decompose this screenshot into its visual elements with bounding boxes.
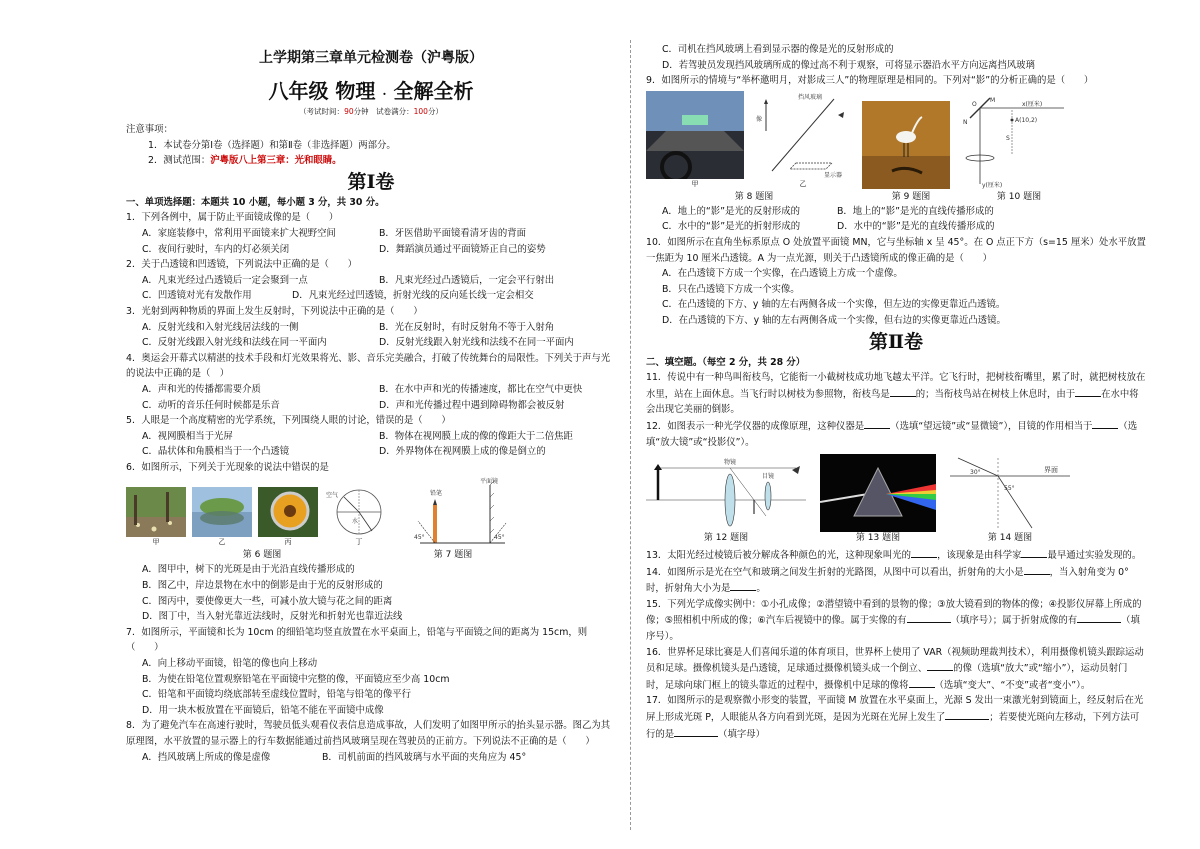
egret-reflection-photo bbox=[862, 101, 950, 189]
q2-options-row1 bbox=[126, 273, 616, 289]
score-value: 100 bbox=[413, 107, 428, 116]
q11-text-2: 的；当衔枝鸟站在树枝上休息时，由于 bbox=[915, 388, 1076, 400]
q2-options-row2 bbox=[126, 288, 616, 304]
part1-heading: 第Ⅰ卷 bbox=[347, 170, 395, 193]
fig12-caption: 第 12 题图 bbox=[703, 533, 749, 544]
q4-option-b: B．在水中声和光的传播速度，都比在空气中更快 bbox=[379, 383, 583, 395]
fig10-n-label: N bbox=[963, 118, 968, 126]
question-3: 3．光射到两种物质的界面上发生反射时，下列说法中正确的是（ ） bbox=[126, 305, 423, 317]
q6-option-c: C．图丙中，要使像更大一些，可减小放大镜与花之间的距离 bbox=[142, 595, 393, 607]
time-unit: 分钟 试卷满分： bbox=[353, 107, 414, 116]
q12-blank-2[interactable] bbox=[1092, 418, 1118, 429]
q11-text-1: 11．传说中有一种鸟叫衔枝鸟，它能衔一小截树枝成功地飞越太平洋。它飞行时，把树枝衔嘴里，累了时，就把树枝放在水里，站在上面休息。当飞行时以树枝为参照物，衔枝鸟是 bbox=[646, 372, 1146, 400]
part2-heading: 第Ⅱ卷 bbox=[868, 330, 923, 353]
q2-option-c: C．凹透镜对光有发散作用 bbox=[142, 290, 252, 302]
q16-text-3: （选填“变大”、“不变”或者“变小”）。 bbox=[934, 679, 1091, 691]
q15-blank-1[interactable] bbox=[907, 612, 951, 623]
fig9-caption: 第 9 题图 bbox=[891, 191, 931, 202]
q15-text-2: （填序号）；属于折射成像的有 bbox=[950, 615, 1078, 627]
question-16 bbox=[646, 645, 1146, 694]
figure-13 bbox=[820, 454, 936, 545]
fig14-angle-1: 30° bbox=[970, 469, 981, 477]
q17-text-1: 17．如图所示的是观察微小形变的装置，平面镜 M 放置在水平桌面上，光源 S 发出一束激光射到镜面上，经反射后在光屏上形成光斑 P，人眼能从各方向看到光斑，是因为光斑在光屏上发生了 bbox=[646, 695, 1144, 724]
q9-options-row1 bbox=[646, 204, 1146, 220]
q10-option-a: A．在凸透镜下方成一个实像，在凸透镜上方成一个虚像。 bbox=[662, 268, 903, 280]
question-8: 8．为了避免汽车在高速行驶时，驾驶员低头观看仪表信息造成事故，人们发明了如图甲所示的抬头显示器。图乙为其原理图，水平放置的显示器上的行车数据能通过前挡风玻璃呈现在驾驶员的正前方。下列说法不正确的是（ ） bbox=[126, 720, 611, 747]
fig8-windshield-label: 挡风玻璃 bbox=[798, 93, 823, 101]
column-divider bbox=[630, 40, 631, 830]
prism-dispersion-photo bbox=[820, 454, 936, 532]
fig6-label-bing: 丙 bbox=[284, 538, 292, 547]
q15-blank-2[interactable] bbox=[1077, 612, 1121, 623]
q3-option-d: D．反射光线跟入射光线和法线不在同一平面内 bbox=[379, 337, 574, 349]
q2-option-a: A．凡束光经过凸透镜后一定会聚到一点 bbox=[142, 274, 308, 286]
q1-options-row2 bbox=[126, 242, 616, 258]
time-label: （考试时间： bbox=[299, 107, 345, 116]
q10-option-c: C．在凸透镜的下方、y 轴的左右两侧各成一个实像，但左边的实像更靠近凸透镜。 bbox=[662, 299, 1006, 311]
q4-options-row1 bbox=[126, 382, 616, 398]
refraction-interface-diagram bbox=[950, 454, 1070, 532]
fig14-angle-2: 55° bbox=[1004, 485, 1015, 493]
q8-option-c: C．司机在挡风玻璃上看到显示器的像是光的反射形成的 bbox=[662, 44, 894, 55]
q8-option-d: D．若驾驶员发现挡风玻璃所成的像过高不利于观察，可将显示器沿水平方向远离挡风玻璃 bbox=[662, 59, 1035, 71]
magnifier-flower-photo bbox=[258, 487, 318, 537]
question-6: 6．如图所示，下列关于光现象的说法中错误的是 bbox=[126, 461, 329, 473]
subject-label: 物理 bbox=[335, 79, 376, 103]
note-2-scope: 沪粤版八上第三章：光和眼睛。 bbox=[210, 155, 342, 167]
q1-option-c: C．夜间行驶时，车内的灯必须关闭 bbox=[142, 243, 290, 255]
pencil-mirror-diagram bbox=[410, 477, 510, 547]
question-13 bbox=[646, 547, 1146, 564]
q11-blank-1[interactable] bbox=[890, 386, 916, 397]
score-unit: 分） bbox=[427, 107, 443, 116]
q5-option-d: D．外界物体在视网膜上成的像是倒立的 bbox=[379, 446, 546, 458]
fig10-s-label: S bbox=[1006, 134, 1010, 142]
fig7-caption: 第 7 题图 bbox=[433, 550, 473, 561]
figure-9 bbox=[862, 101, 950, 189]
lake-reflection-photo bbox=[192, 487, 252, 537]
q17-text-2: ；若要使光斑向左移动，下列方法可行的是 bbox=[646, 712, 1140, 740]
q14-text-3: 。 bbox=[756, 583, 766, 595]
q11-text-3: 在水中将会出现它美丽的倒影。 bbox=[646, 388, 1139, 416]
fig10-m-label: M bbox=[990, 96, 996, 104]
fig7-angle-right: 45° bbox=[494, 534, 505, 542]
figure-8-jia bbox=[646, 91, 744, 189]
q9-option-a: A．地上的“影”是光的反射形成的 bbox=[662, 205, 801, 217]
grade-label: 八年级 bbox=[268, 79, 329, 103]
notes-title: 注意事项： bbox=[126, 124, 173, 135]
q17-blank-2[interactable] bbox=[674, 726, 718, 737]
question-4: 4．奥运会开幕式以精湛的技术手段和灯光效果将光、影、音乐完美融合，打破了传统舞台的局限性。下列关于声与光的说法中正确的是（ ） bbox=[126, 352, 611, 380]
q8-options-row1 bbox=[126, 750, 616, 766]
q9-option-b: B．地上的“影”是光的直线传播形成的 bbox=[837, 205, 994, 217]
left-column bbox=[126, 0, 616, 849]
q7-option-b: B．为使在铅笔位置观察铅笔在平面镜中完整的像，平面镜应至少高 10cm bbox=[142, 673, 450, 685]
question-9: 9．如图所示的情境与“举杯邀明月，对影成三人”的物理原理是相同的。下列对“影”的分析正确的是（ ） bbox=[646, 75, 1094, 87]
q6-option-d: D．图丁中，当入射光靠近法线时，反射光和折射光也靠近法线 bbox=[142, 611, 403, 623]
fig8-label-jia: 甲 bbox=[691, 179, 699, 188]
fig10-o-label: O bbox=[972, 100, 977, 108]
q3-options-row2 bbox=[126, 335, 616, 351]
figure-10 bbox=[960, 94, 1068, 189]
q9-options-row2 bbox=[646, 219, 1146, 235]
q5-option-a: A．视网膜相当于光屏 bbox=[142, 430, 233, 442]
q15-text-3: （填序号）。 bbox=[646, 615, 1140, 643]
fig6-label-ding: 丁 bbox=[355, 538, 363, 547]
right-column bbox=[646, 42, 1146, 849]
question-5: 5．人眼是一个高度精密的光学系统，下列围绕人眼的讨论，错误的是（ ） bbox=[126, 415, 451, 427]
q7-option-d: D．用一块木板放置在平面镜后，铅笔不能在平面镜中成像 bbox=[142, 704, 384, 716]
figure-6-7-captions bbox=[126, 549, 616, 562]
q12-text-1: 12．如图表示一种光学仪器的成像原理，这种仪器是 bbox=[646, 420, 865, 432]
q8-option-a: A．挡风玻璃上所成的像是虚像 bbox=[142, 751, 271, 763]
fig6-air-label: 空气 bbox=[326, 492, 339, 500]
fig14-interface-label: 界面 bbox=[1044, 466, 1058, 475]
q16-text-2: 的像（选填“放大”或“缩小”），运动员射门时，足球向球门框上的镜头靠近的过程中，摄像机中足球的像将 bbox=[646, 663, 1128, 691]
q2-option-d: D．凡束光经过凹透镜，折射光线的反向延长线一定会相交 bbox=[292, 290, 534, 302]
figure-12-13-14-row bbox=[646, 454, 1146, 545]
note-1: 1．本试卷分第Ⅰ卷（选择题）和第Ⅱ卷（非选择题）两部分。 bbox=[148, 139, 396, 151]
fig6-water-label: 水 bbox=[352, 518, 359, 526]
q16-blank-2[interactable] bbox=[909, 677, 935, 688]
q17-blank-1[interactable] bbox=[945, 709, 989, 720]
microscope-principle-diagram bbox=[646, 454, 806, 532]
coordinate-lens-diagram bbox=[960, 94, 1068, 189]
figure-8-9-10-row bbox=[646, 91, 1146, 189]
q9-option-c: C．水中的“影”是光的折射形成的 bbox=[662, 221, 801, 233]
question-11 bbox=[646, 370, 1146, 418]
q13-text-2: ，该现象是由科学家 bbox=[937, 550, 1022, 562]
q1-option-a: A．家庭装修中，常利用平面镜来扩大视野空间 bbox=[142, 227, 336, 239]
title-dot: · bbox=[382, 87, 387, 101]
q16-blank-1[interactable] bbox=[927, 660, 953, 671]
fig6-label-jia: 甲 bbox=[152, 538, 160, 547]
q5-option-c: C．晶状体和角膜相当于一个凸透镜 bbox=[142, 446, 290, 458]
fig12-eyepiece-label: 目镜 bbox=[762, 473, 775, 481]
question-2: 2．关于凸透镜和凹透镜，下列说法中正确的是（ ） bbox=[126, 259, 357, 271]
refraction-protractor-diagram bbox=[324, 487, 394, 537]
fig8-display-label: 显示器 bbox=[824, 171, 843, 179]
q4-option-d: D．声和光传播过程中遇到障碍物都会被反射 bbox=[379, 399, 565, 411]
q9-option-d: D．水中的“影”是光的直线传播形成的 bbox=[837, 221, 995, 233]
paper-subtitle bbox=[126, 76, 616, 106]
question-1: 1．下列各例中，属于防止平面镜成像的是（ ） bbox=[126, 212, 339, 224]
note-2 bbox=[126, 153, 616, 169]
figure-6-yi bbox=[192, 487, 252, 547]
q3-option-b: B．光在反射时，有时反射角不等于入射角 bbox=[379, 321, 555, 333]
q1-options-row1 bbox=[126, 226, 616, 242]
q15-text-1: 15．下列光学成像实例中：①小孔成像；②潜望镜中看到的景物的像；③放大镜看到的物体的像；④投影仪屏幕上所成的像；⑤照相机中所成的像；⑥汽车后视镜中的像。属于实像的有 bbox=[646, 598, 1142, 627]
fig10-caption: 第 10 题图 bbox=[996, 191, 1042, 202]
q13-text-3: 最早通过实验发现的。 bbox=[1047, 550, 1142, 562]
q14-blank-2[interactable] bbox=[730, 580, 756, 591]
figure-12 bbox=[646, 454, 806, 545]
q16-text-1: 16．世界杯足球比赛是人们喜闻乐道的体育项目，世界杯上使用了 VAR（视频助理裁判技术），利用摄像机镜头跟踪运动员和足球。摄像机镜头是凸透镜，足球通过摄像机镜头成一个倒立、 bbox=[646, 646, 1144, 675]
section2-title: 二、填空题。（每空 2 分，共 28 分） bbox=[646, 356, 806, 368]
fig6-label-yi: 乙 bbox=[218, 538, 226, 547]
tree-shade-photo bbox=[126, 487, 186, 537]
figure-6-7-row bbox=[126, 477, 616, 547]
q12-text-3: （选填“放大镜”或“投影仪”）。 bbox=[646, 420, 1138, 448]
q5-options-row2 bbox=[126, 444, 616, 460]
q4-option-a: A．声和光的传播都需要介质 bbox=[142, 383, 261, 395]
q1-option-d: D．舞蹈演员通过平面镜矫正自己的姿势 bbox=[379, 243, 546, 255]
figure-8-9-10-captions bbox=[646, 191, 1146, 204]
fig12-objective-label: 物镜 bbox=[724, 459, 737, 467]
fig13-caption: 第 13 题图 bbox=[855, 533, 901, 544]
fig7-mirror-label: 平面镜 bbox=[480, 478, 499, 486]
figure-8-yi bbox=[754, 91, 852, 189]
q14-blank-1[interactable] bbox=[1024, 564, 1050, 575]
figure-7 bbox=[410, 477, 510, 547]
q5-option-b: B．物体在视网膜上成的像的像距大于二倍焦距 bbox=[379, 430, 573, 442]
question-7: 7．如图所示，平面镜和长为 10cm 的细铅笔均竖直放置在水平桌面上，铅笔与平面镜之间的距离为 15cm，则（ ） bbox=[126, 626, 588, 654]
figure-14 bbox=[950, 454, 1070, 545]
q4-options-row2 bbox=[126, 398, 616, 414]
q11-blank-2[interactable] bbox=[1075, 386, 1101, 397]
fig10-x-label: x(厘米) bbox=[1022, 100, 1043, 108]
q8-option-b: B．司机前面的挡风玻璃与水平面的夹角应为 45° bbox=[322, 751, 527, 763]
q5-options-row1 bbox=[126, 429, 616, 445]
q6-option-a: A．图甲中，树下的光斑是由于光沿直线传播形成的 bbox=[142, 564, 355, 576]
q4-option-c: C．动听的音乐任何时候都是乐音 bbox=[142, 399, 280, 411]
fig14-caption: 第 14 题图 bbox=[987, 533, 1033, 544]
fig6-caption: 第 6 题图 bbox=[242, 550, 282, 561]
hud-car-photo bbox=[646, 91, 744, 179]
section1-title: 一、单项选择题：本题共 10 小题，每小题 3 分，共 30 分。 bbox=[126, 196, 385, 208]
q3-options-row1 bbox=[126, 320, 616, 336]
q12-blank-1[interactable] bbox=[864, 418, 890, 429]
fig8-image-label: 像 bbox=[756, 115, 763, 123]
q3-option-a: A．反射光线和入射光线居法线的一侧 bbox=[142, 321, 299, 333]
q1-option-b: B．牙医借助平面镜看清牙齿的背面 bbox=[379, 227, 527, 239]
q14-text-2: ，当入射角变为 0°时，折射角大小为是 bbox=[646, 566, 1129, 595]
fig8-caption: 第 8 题图 bbox=[734, 191, 774, 202]
time-value: 90 bbox=[344, 107, 354, 116]
question-15 bbox=[646, 597, 1146, 645]
q13-blank-2[interactable] bbox=[1021, 547, 1047, 558]
q14-text-1: 14．如图所示是光在空气和玻璃之间发生折射的光路图，从图中可以看出，折射角的大小是 bbox=[646, 566, 1024, 578]
fig10-y-label: y(厘米) bbox=[982, 181, 1003, 189]
q2-option-b: B．凡束光经过凸透镜后，一定会平行射出 bbox=[379, 274, 555, 286]
paper-title: 上学期第三章单元检测卷（沪粤版） bbox=[259, 50, 483, 66]
question-17 bbox=[646, 693, 1146, 742]
question-10: 10．如图所示在直角坐标系原点 O 处放置平面镜 MN，它与坐标轴 x 呈 45°。在 O 点正下方（s=15 厘米）处水平放置一焦距为 10 厘米凸透镜。A 为一点光源，则关于凸透镜所成的像正确的是（ ） bbox=[646, 236, 1146, 264]
q3-option-c: C．反射光线跟入射光线和法线在同一平面内 bbox=[142, 337, 327, 349]
q6-option-b: B．图乙中，岸边景物在水中的倒影是由于光的反射形成的 bbox=[142, 580, 383, 592]
q17-text-3: （填字母） bbox=[718, 728, 766, 740]
figure-6-ding bbox=[324, 487, 394, 547]
note-2-prefix: 2．测试范围： bbox=[148, 155, 211, 167]
fig7-angle-left: 45° bbox=[414, 534, 425, 542]
q13-text-1: 13．太阳光经过棱镜后被分解成各种颜色的光，这种现象叫光的 bbox=[646, 550, 912, 562]
question-14 bbox=[646, 564, 1146, 597]
q10-option-b: B．只在凸透镜下方成一个实像。 bbox=[662, 283, 800, 295]
q7-option-a: A．向上移动平面镜，铅笔的像也向上移动 bbox=[142, 658, 318, 670]
fig10-point-a-label: A(10,2) bbox=[1015, 116, 1038, 124]
q10-option-d: D．在凸透镜的下方、y 轴的左右两侧各成一个实像，但右边的实像更靠近凸透镜。 bbox=[662, 314, 1006, 326]
analysis-tag: 全解全析 bbox=[393, 79, 474, 103]
figure-6-bing bbox=[258, 487, 318, 547]
question-12 bbox=[646, 418, 1146, 450]
q7-option-c: C．铅笔和平面镜均绕底部转至虚线位置时，铅笔与铅笔的像平行 bbox=[142, 689, 412, 701]
exam-info bbox=[126, 106, 616, 118]
figure-6-jia bbox=[126, 487, 186, 547]
fig7-pencil-label: 铅笔 bbox=[430, 490, 443, 498]
q12-text-2: （选填“望远镜”或“显微镜”），目镜的作用相当于 bbox=[890, 420, 1093, 432]
q13-blank-1[interactable] bbox=[911, 547, 937, 558]
fig8-label-yi: 乙 bbox=[799, 179, 807, 188]
hud-principle-diagram bbox=[754, 91, 852, 179]
